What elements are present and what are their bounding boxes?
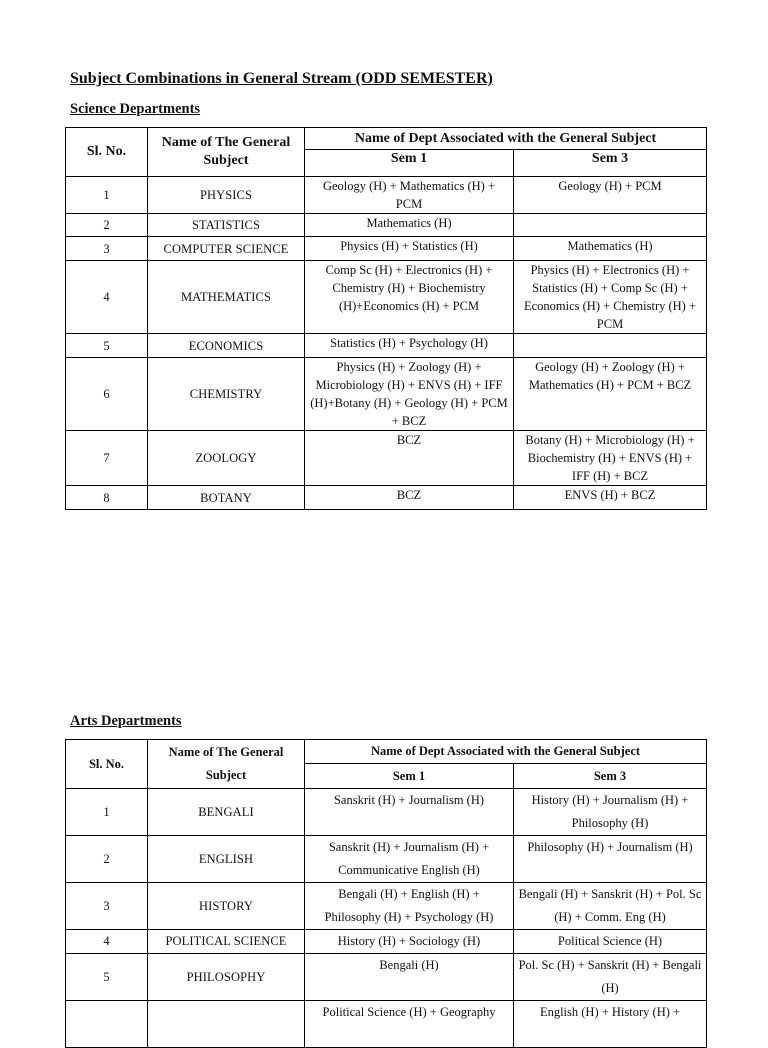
- sem3-combination: Philosophy (H) + Journalism (H): [514, 836, 707, 883]
- header-general-subject: Name of The General Subject: [148, 740, 305, 789]
- sem3-combination: Pol. Sc (H) + Sanskrit (H) + Bengali (H): [514, 954, 707, 1001]
- header-sem-3: Sem 3: [514, 764, 707, 789]
- sem3-combination: Geology (H) + Zoology (H) + Mathematics (H) + PCM + BCZ: [514, 358, 707, 431]
- table-row: [66, 261, 707, 334]
- sl-no: 2: [66, 836, 148, 883]
- sl-no: [66, 1001, 148, 1048]
- sem1-combination: Geology (H) + Mathematics (H) + PCM: [305, 177, 514, 214]
- subject-name: BENGALI: [148, 789, 305, 836]
- document-title: Subject Combinations in General Stream (ODD SEMESTER): [70, 70, 493, 87]
- header-general-subject: Name of The General Subject: [148, 128, 305, 177]
- subject-name: STATISTICS: [148, 214, 305, 237]
- sl-no: 6: [66, 358, 148, 431]
- header-associated-dept: Name of Dept Associated with the General Subject: [305, 740, 707, 764]
- science-departments-heading: Science Departments: [70, 101, 201, 117]
- header-sem-3: Sem 3: [514, 150, 707, 177]
- sl-no: 1: [66, 177, 148, 214]
- header-associated-dept: Name of Dept Associated with the General Subject: [305, 128, 707, 150]
- subject-name: MATHEMATICS: [148, 261, 305, 334]
- sem1-combination: Statistics (H) + Psychology (H): [305, 334, 514, 358]
- science-combinations-table: [65, 127, 707, 510]
- subject-name: POLITICAL SCIENCE: [148, 930, 305, 954]
- sl-no: 4: [66, 261, 148, 334]
- table-row: [66, 214, 707, 237]
- table-row: [66, 358, 707, 431]
- sem3-combination: Bengali (H) + Sanskrit (H) + Pol. Sc (H) + Comm. Eng (H): [514, 883, 707, 930]
- table-row: [66, 789, 707, 836]
- sem3-combination: Political Science (H): [514, 930, 707, 954]
- sem3-combination: Physics (H) + Electronics (H) + Statistics (H) + Comp Sc (H) + Economics (H) + Chemistry (H) + PCM: [514, 261, 707, 334]
- table-row: [66, 883, 707, 930]
- sl-no: 8: [66, 486, 148, 510]
- header-sem-1: Sem 1: [305, 764, 514, 789]
- sem1-combination: Sanskrit (H) + Journalism (H) + Communicative English (H): [305, 836, 514, 883]
- table-row: [66, 334, 707, 358]
- sem1-combination: History (H) + Sociology (H): [305, 930, 514, 954]
- sl-no: 3: [66, 883, 148, 930]
- sem1-combination: Comp Sc (H) + Electronics (H) + Chemistry (H) + Biochemistry (H)+Economics (H) + PCM: [305, 261, 514, 334]
- sl-no: 4: [66, 930, 148, 954]
- subject-name: BOTANY: [148, 486, 305, 510]
- sem1-combination: Sanskrit (H) + Journalism (H): [305, 789, 514, 836]
- sem1-combination: Bengali (H) + English (H) + Philosophy (H) + Psychology (H): [305, 883, 514, 930]
- table-row: [66, 930, 707, 954]
- header-sl-no: Sl. No.: [66, 740, 148, 789]
- table-row: [66, 836, 707, 883]
- table-row: [66, 237, 707, 261]
- subject-name: PHILOSOPHY: [148, 954, 305, 1001]
- header-sl-no: Sl. No.: [66, 128, 148, 177]
- sl-no: 5: [66, 334, 148, 358]
- sem3-combination: Botany (H) + Microbiology (H) + Biochemistry (H) + ENVS (H) + IFF (H) + BCZ: [514, 431, 707, 486]
- sem1-combination: Bengali (H): [305, 954, 514, 1001]
- table-row: [66, 177, 707, 214]
- sem3-combination: History (H) + Journalism (H) + Philosophy (H): [514, 789, 707, 836]
- sem1-combination: Physics (H) + Statistics (H): [305, 237, 514, 261]
- subject-name: ENGLISH: [148, 836, 305, 883]
- subject-name: ZOOLOGY: [148, 431, 305, 486]
- sem1-combination: Mathematics (H): [305, 214, 514, 237]
- subject-name: CHEMISTRY: [148, 358, 305, 431]
- sem3-combination: ENVS (H) + BCZ: [514, 486, 707, 510]
- sem3-combination: Mathematics (H): [514, 237, 707, 261]
- table-row: [66, 486, 707, 510]
- table-row: [66, 431, 707, 486]
- arts-departments-heading: Arts Departments: [70, 713, 182, 729]
- sl-no: 7: [66, 431, 148, 486]
- sl-no: 1: [66, 789, 148, 836]
- sem1-combination: BCZ: [305, 431, 514, 486]
- arts-combinations-table: [65, 739, 707, 1048]
- subject-name: COMPUTER SCIENCE: [148, 237, 305, 261]
- subject-name: PHYSICS: [148, 177, 305, 214]
- sl-no: 3: [66, 237, 148, 261]
- subject-name: ECONOMICS: [148, 334, 305, 358]
- header-sem-1: Sem 1: [305, 150, 514, 177]
- sem1-combination: BCZ: [305, 486, 514, 510]
- sl-no: 2: [66, 214, 148, 237]
- table-row: [66, 954, 707, 1001]
- sl-no: 5: [66, 954, 148, 1001]
- sem3-combination: [514, 334, 707, 358]
- subject-name: [148, 1001, 305, 1048]
- sem3-combination: Geology (H) + PCM: [514, 177, 707, 214]
- table-row: [66, 1001, 707, 1048]
- sem1-combination: Physics (H) + Zoology (H) + Microbiology (H) + ENVS (H) + IFF (H)+Botany (H) + Geology (H) + PCM + BCZ: [305, 358, 514, 431]
- subject-name: HISTORY: [148, 883, 305, 930]
- sem3-combination: English (H) + History (H) +: [514, 1001, 707, 1048]
- sem1-combination: Political Science (H) + Geography: [305, 1001, 514, 1048]
- sem3-combination: [514, 214, 707, 237]
